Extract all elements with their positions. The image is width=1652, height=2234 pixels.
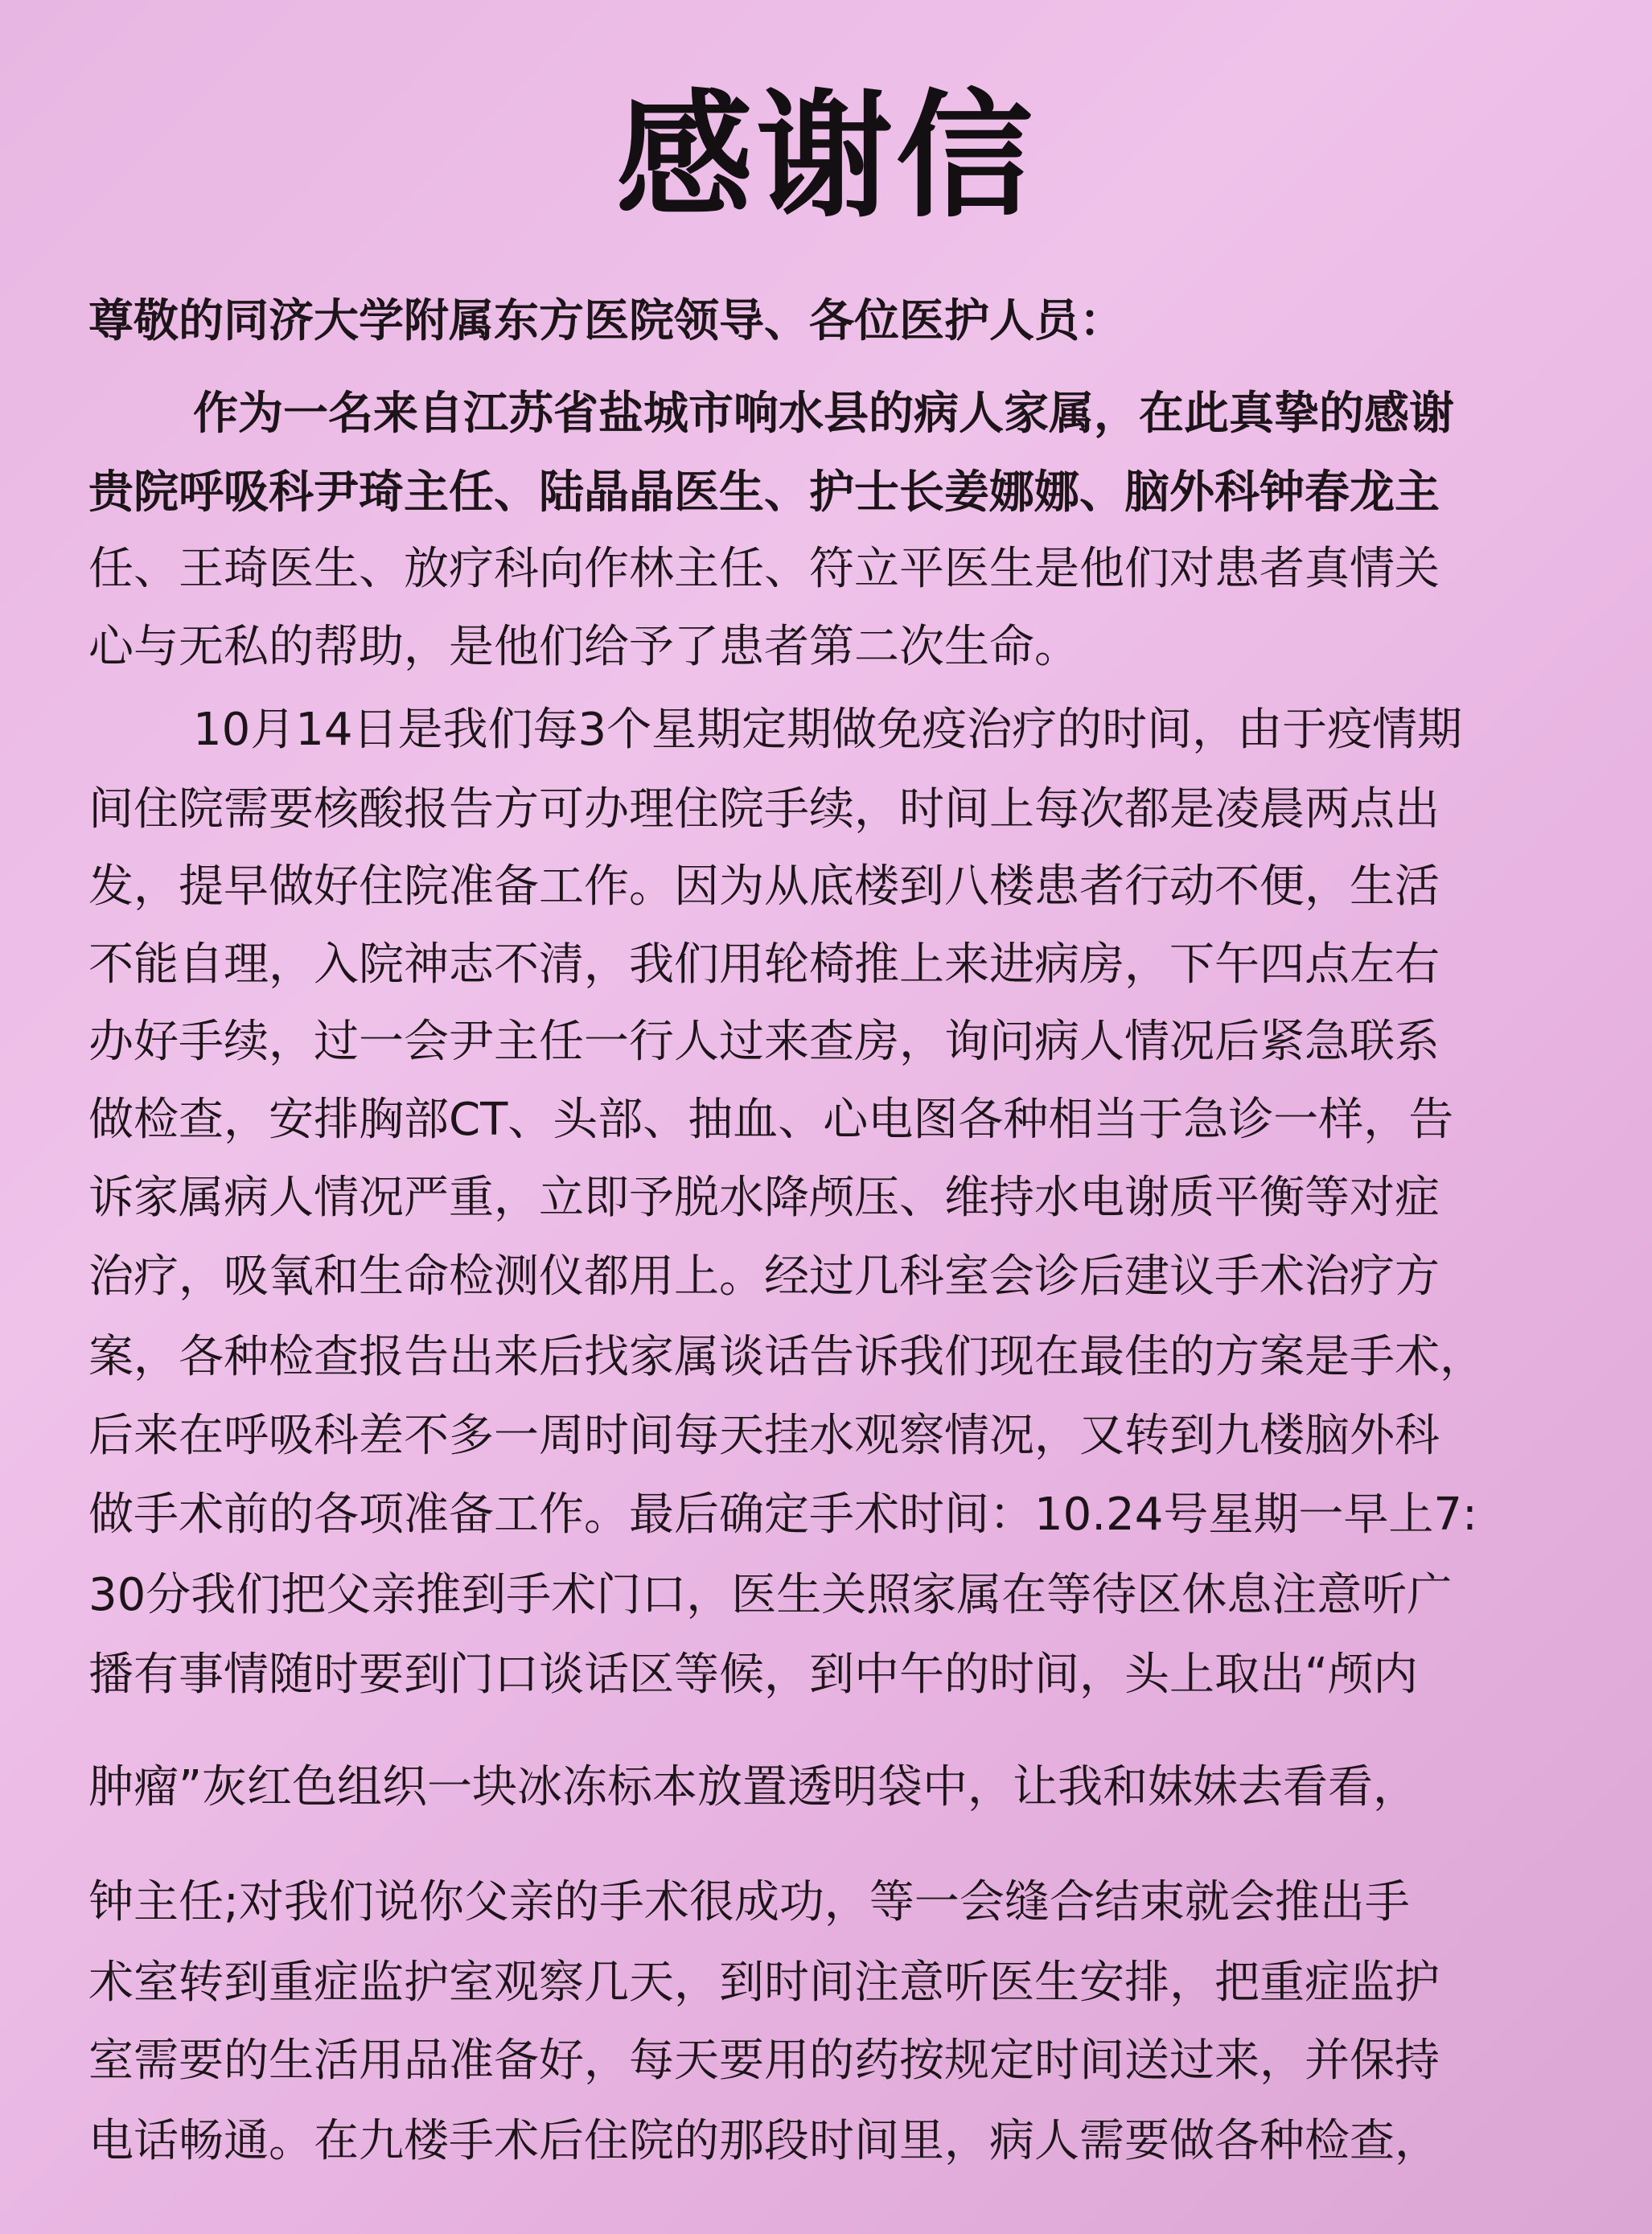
body-line: 后来在呼吸科差不多一周时间每天挂水观察情况，又转到九楼脑外科 bbox=[88, 1410, 1440, 1462]
body-line: 电话畅通。在九楼手术后住院的那段时间里，病人需要做各种检查， bbox=[88, 2115, 1440, 2167]
body-line: 贵院呼吸科尹琦主任、陆晶晶医生、护士长姜娜娜、脑外科钟春龙主 bbox=[88, 466, 1440, 519]
salutation: 尊敬的同济大学附属东方医院领导、各位医护人员： bbox=[88, 295, 1124, 347]
body-line: 室需要的生活用品准备好，每天要用的药按规定时间送过来，并保持 bbox=[88, 2035, 1440, 2087]
letter-title: 感谢信 bbox=[615, 77, 1036, 236]
body-line: 发，提早做好住院准备工作。因为从底楼到八楼患者行动不便，生活 bbox=[88, 860, 1440, 913]
body-line: 10月14日是我们每3个星期定期做免疫治疗的时间，由于疫情期 bbox=[193, 704, 1463, 756]
body-line: 办好手续，过一会尹主任一行人过来查房，询问病人情况后紧急联系 bbox=[88, 1016, 1440, 1068]
body-line: 做检查，安排胸部CT、头部、抽血、心电图各种相当于急诊一样，告 bbox=[88, 1094, 1454, 1146]
body-line: 不能自理，入院神志不清，我们用轮椅推上来进病房，下午四点左右 bbox=[88, 938, 1440, 991]
body-line: 间住院需要核酸报告方可办理住院手续，时间上每次都是凌晨两点出 bbox=[88, 783, 1440, 836]
body-line: 做手术前的各项准备工作。最后确定手术时间：10.24号星期一早上7: bbox=[88, 1489, 1477, 1541]
body-line: 任、王琦医生、放疗科向作林主任、符立平医生是他们对患者真情关 bbox=[88, 543, 1440, 595]
body-line: 术室转到重症监护室观察几天，到时间注意听医生安排，把重症监护 bbox=[88, 1957, 1440, 2009]
body-line: 心与无私的帮助，是他们给予了患者第二次生命。 bbox=[88, 621, 1079, 673]
body-line: 案，各种检查报告出来后找家属谈话告诉我们现在最佳的方案是手术， bbox=[88, 1331, 1485, 1383]
body-line: 肿瘤”灰红色组织一块冰冻标本放置透明袋中，让我和妹妹去看看， bbox=[88, 1761, 1419, 1813]
body-line: 30分我们把父亲推到手术门口，医生关照家属在等待区休息注意听广 bbox=[88, 1569, 1453, 1621]
body-line: 播有事情随时要到门口谈话区等候，到中午的时间，头上取出“颅内 bbox=[88, 1649, 1419, 1701]
body-line: 钟主任;对我们说你父亲的手术很成功，等一会缝合结束就会推出手 bbox=[88, 1876, 1410, 1928]
body-line: 诉家属病人情况严重，立即予脱水降颅压、维持水电谢质平衡等对症 bbox=[88, 1172, 1440, 1224]
body-line: 作为一名来自江苏省盐城市响水县的病人家属，在此真挚的感谢 bbox=[193, 388, 1454, 440]
body-line: 治疗，吸氧和生命检测仪都用上。经过几科室会诊后建议手术治疗方 bbox=[88, 1250, 1440, 1303]
